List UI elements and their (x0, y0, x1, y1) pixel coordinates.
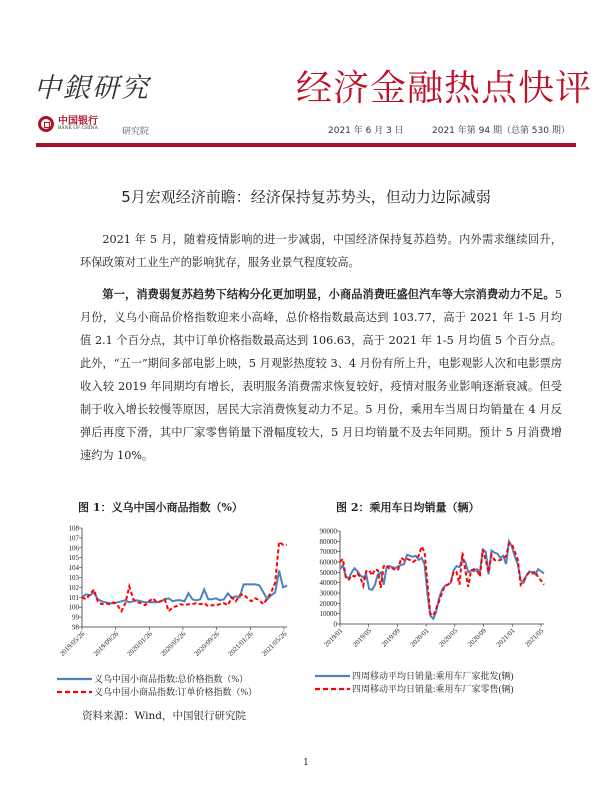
institute-label: 研究院 (122, 127, 150, 137)
data-source: 资料来源：Wind，中国银行研究院 (82, 710, 246, 722)
y-tick-label: 101 (68, 593, 79, 602)
chart-car-sales (305, 515, 570, 700)
x-tick-label: 2019/09 (379, 626, 402, 649)
legend-label-2: 四周移动平均日销量:乘用车厂家零售(辆) (352, 684, 514, 694)
y-tick-label: 100 (68, 603, 79, 612)
y-tick-label: 103 (68, 574, 79, 582)
y-tick-label: 99 (72, 613, 79, 622)
series-line-1 (340, 541, 544, 619)
paragraph-lead-bold: 第一，消费弱复苏趋势下结构分化更加明显，小商品消费旺盛但汽车等大宗消费动力不足。 (102, 287, 555, 301)
x-tick-label: 2019/09/26 (91, 629, 121, 658)
y-tick-label: 20000 (319, 599, 337, 608)
y-tick-label: 90000 (319, 527, 337, 536)
x-tick-label: 2020/09/26 (192, 629, 222, 658)
y-tick-label: 60000 (319, 558, 337, 567)
paragraph-intro: 2021 年 5 月，随着疫情影响的进一步减弱，中国经济保持复苏趋势。内外需求继续回升，环保政策对工业生产的影响犹存，服务业景气程度较高。 (80, 233, 562, 269)
paragraph-body: 5 月份，义乌小商品价格指数迎来小高峰，总价格指数最高达到 103.77，高于 2021 年 1-5 月均值 2.1 个百分点，其中订单价格指数最高达到 106.63，高于 2021 年 1-5 月均值 5 个百分点。此外，“五一”期间多部电影上映，5 月观影热度较 3、4 月份有所上升，电影观影人次和电影票房收入较 2019 年同期均有增长，表明服务消费需求恢复较好，疫情对服务业影响逐渐衰减。但受制于收入增长较慢等原因，居民大宗消费恢复动力不足。5 月份，乘用车当周日均销量在 4 月反弹后再度下滑，其中厂家零售销量下滑幅度较大，5 月日均销量不及去年同期。预计 5 月消费增速约为 10%。 (80, 288, 562, 462)
bank-of-china-logo (38, 116, 98, 132)
y-tick-label: 106 (68, 544, 79, 553)
x-tick-label: 2020/05 (437, 626, 460, 649)
report-date: 2021 年 6 月 3 日 (328, 126, 404, 136)
x-tick-label: 2020/05/26 (159, 629, 188, 658)
boc-emblem-icon (38, 116, 54, 132)
page-number: 1 (303, 758, 309, 768)
bank-name-en: BANK OF CHINA (58, 125, 98, 131)
y-tick-label: 102 (68, 583, 79, 592)
x-tick-label: 2021/05/26 (260, 629, 289, 658)
chart-yiwu-index (50, 515, 310, 700)
x-tick-label: 2021/01/26 (226, 629, 255, 658)
article-headline: 5月宏观经济前瞻：经济保持复苏势头，但动力边际减弱 (121, 188, 491, 206)
y-tick-label: 107 (68, 534, 79, 543)
issue-number: 2021 年第 94 期（总第 530 期） (432, 126, 570, 136)
x-tick-label: 2020/01 (408, 626, 431, 649)
legend-label-2: 义乌中国小商品指数:订单价格指数（%） (94, 687, 257, 697)
y-tick-label: 40000 (319, 579, 337, 588)
y-tick-label: 30000 (319, 589, 337, 598)
y-tick-label: 80000 (319, 537, 337, 546)
x-tick-label: 2019/01 (322, 626, 345, 649)
header-divider (36, 143, 576, 147)
brand-calligraphy-logo: 中銀研究 (34, 73, 150, 104)
x-tick-label: 2019/05 (351, 626, 374, 649)
y-tick-label: 70000 (319, 548, 337, 557)
bank-name-cn: 中国银行 (58, 115, 98, 127)
y-tick-label: 0 (333, 620, 337, 629)
y-tick-label: 108 (68, 524, 79, 533)
report-series-title: 经济金融热点快评 (296, 68, 593, 109)
y-tick-label: 105 (68, 554, 79, 563)
x-tick-label: 2020/09 (466, 626, 488, 649)
y-tick-label: 98 (72, 623, 79, 632)
y-tick-label: 10000 (319, 610, 337, 619)
x-tick-label: 2019/05/26 (58, 629, 87, 658)
figure-2-title: 图 2：乘用车日均销量（辆） (336, 501, 480, 514)
legend-label-1: 义乌中国小商品指数:总价格指数（%） (94, 674, 248, 684)
x-tick-label: 2021/05 (523, 626, 546, 649)
figure-1-title: 图 1：义乌中国小商品指数（%） (78, 501, 243, 514)
legend-label-1: 四周移动平均日销量:乘用车厂家批发(辆) (352, 671, 514, 681)
x-tick-label: 2020/01/26 (125, 629, 154, 658)
paragraph-consumption (80, 283, 562, 467)
y-tick-label: 50000 (319, 568, 337, 577)
y-tick-label: 104 (68, 564, 79, 573)
x-tick-label: 2021/01 (494, 626, 517, 649)
